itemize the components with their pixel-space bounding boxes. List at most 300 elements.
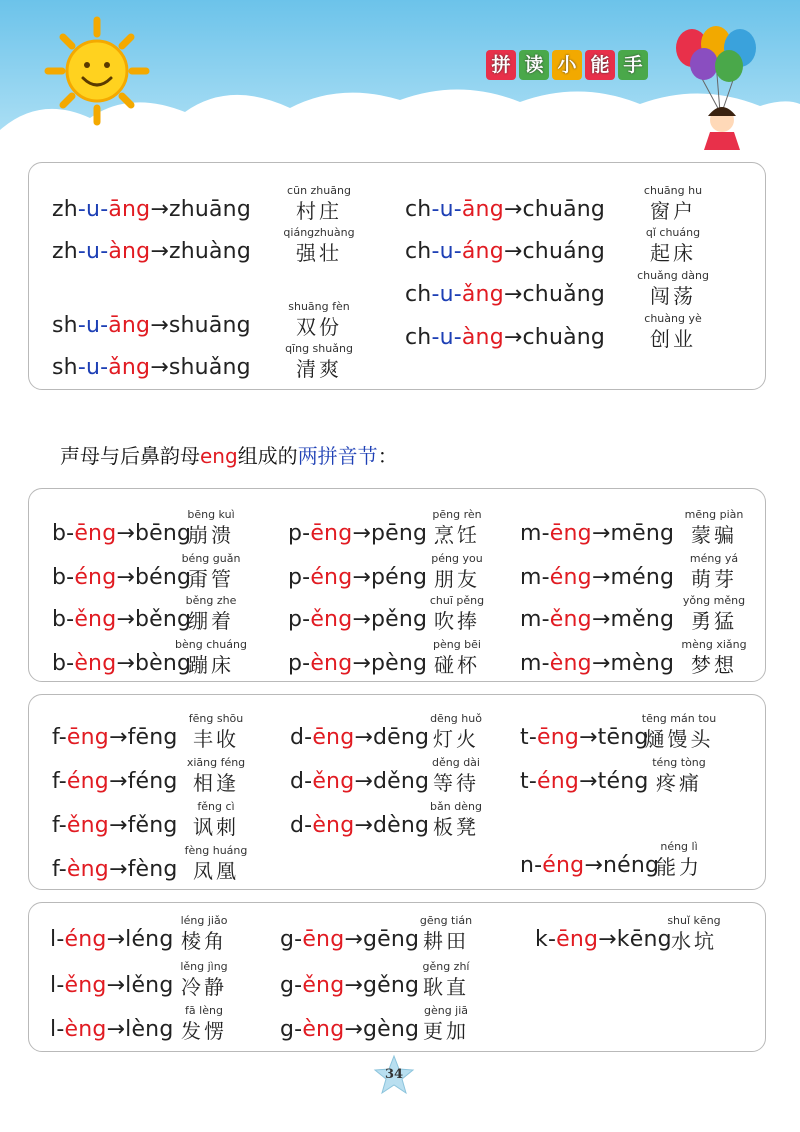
syllable-final: éng (549, 565, 592, 590)
heading-text: 组成的 (237, 444, 298, 468)
syllable-initial: l (50, 973, 57, 998)
example-word (416, 756, 496, 796)
syllable-result: →lèng (106, 1017, 174, 1042)
syllable-spelling (290, 725, 429, 750)
syllable-cell (52, 634, 312, 678)
syllable-result: →pěng (352, 607, 428, 632)
syllable-final: ěng (74, 607, 117, 632)
syllable-final: èng (64, 1017, 107, 1042)
syllable-dash: - (56, 973, 65, 998)
syllable-spelling (280, 1017, 419, 1042)
syllable-result: →mēng (591, 521, 675, 546)
syllable-final: ēng (302, 927, 345, 952)
syllable-spelling (288, 607, 427, 632)
example-word (417, 552, 497, 592)
syllable-final: āng (108, 313, 151, 338)
word-hanzi: 冷静 (181, 975, 227, 999)
syllable-result: →dēng (354, 725, 430, 750)
word-hanzi: 疼痛 (656, 771, 702, 795)
syllable-initial: b (52, 521, 67, 546)
syllable-cell (52, 504, 312, 548)
syllable-result: →shuāng (150, 313, 251, 338)
word-pinyin: lěng jìng (180, 960, 228, 973)
word-hanzi: 朋友 (434, 567, 480, 591)
syllable-dash: - (302, 565, 311, 590)
syllable-cell (52, 840, 312, 884)
syllable-result: →fèng (108, 857, 178, 882)
example-word (416, 800, 496, 840)
syllable-result: →néng (584, 853, 660, 878)
syllable-medial: -u- (431, 282, 462, 307)
banner-char: 拼 (486, 50, 516, 80)
syllable-dash: - (58, 813, 67, 838)
syllable-result: →tēng (579, 725, 649, 750)
syllable-medial: -u- (77, 239, 109, 264)
syllable-spelling (52, 813, 178, 838)
syllable-dash: - (66, 565, 75, 590)
word-pinyin: péng you (431, 552, 483, 565)
word-hanzi: 烹饪 (434, 523, 480, 547)
word-pinyin: dēng huǒ (430, 712, 482, 725)
word-pinyin: chuāng hu (643, 184, 703, 197)
syllable-cell (405, 265, 709, 309)
syllable-spelling (280, 927, 419, 952)
syllable-spelling (520, 565, 674, 590)
syllable-final: ēng (549, 521, 592, 546)
syllable-result: →mèng (591, 651, 675, 676)
syllable-initial: p (288, 651, 303, 676)
syllable-cell (520, 752, 780, 796)
example-word (279, 300, 359, 340)
word-pinyin: pēng rèn (432, 508, 482, 521)
syllable-initial: ch (405, 197, 432, 222)
syllable-result: →běng (116, 607, 192, 632)
syllable-dash: - (304, 813, 313, 838)
syllable-cell (52, 548, 312, 592)
syllable-cell (405, 308, 702, 352)
syllable-final: ēng (310, 521, 353, 546)
word-pinyin: chuǎng dàng (637, 269, 709, 282)
word-pinyin: pèng bēi (432, 638, 481, 651)
syllable-cell (288, 590, 548, 634)
syllable-cell (405, 180, 703, 224)
syllable-dash: - (66, 651, 75, 676)
word-hanzi: 板凳 (433, 815, 479, 839)
example-word (164, 960, 244, 1000)
syllable-dash: - (302, 607, 311, 632)
word-hanzi: 梦想 (691, 653, 737, 677)
example-word (674, 552, 754, 592)
syllable-spelling (520, 521, 674, 546)
syllable-result: →gēng (344, 927, 420, 952)
heading-colon: ： (377, 444, 398, 468)
example-word (279, 184, 359, 224)
word-pinyin: gèng jiā (423, 1004, 469, 1017)
word-pinyin: mèng xiǎng (681, 638, 747, 651)
syllable-result: →chuáng (503, 239, 606, 264)
syllable-cell (280, 1000, 540, 1044)
syllable-result: →pèng (352, 651, 428, 676)
example-word (164, 914, 244, 954)
syllable-result: →zhuāng (150, 197, 251, 222)
syllable-spelling (405, 325, 605, 350)
syllable-initial: f (52, 813, 59, 838)
example-word (633, 184, 713, 224)
word-hanzi: 耿直 (423, 975, 469, 999)
syllable-result: →féng (108, 769, 178, 794)
syllable-result: →shuǎng (150, 355, 251, 380)
syllable-spelling (535, 927, 672, 952)
example-word (416, 712, 496, 752)
syllable-final: ěng (312, 769, 355, 794)
word-hanzi: 相逢 (193, 771, 239, 795)
syllable-cell (52, 796, 312, 840)
syllable-initial: p (288, 565, 303, 590)
syllable-medial: -u- (431, 239, 462, 264)
syllable-initial: f (52, 769, 59, 794)
syllable-initial: g (280, 927, 295, 952)
example-word (164, 1004, 244, 1044)
syllable-dash: - (304, 769, 313, 794)
syllable-dash: - (547, 927, 557, 952)
syllable-result: →léng (106, 927, 174, 952)
example-word (279, 342, 359, 382)
syllable-dash: - (541, 607, 550, 632)
syllable-final: éng (74, 565, 117, 590)
word-pinyin: fèng huáng (184, 844, 248, 857)
example-word (417, 638, 497, 678)
word-pinyin: cūn zhuāng (287, 184, 351, 197)
word-pinyin: mēng piàn (684, 508, 744, 521)
syllable-dash: - (528, 769, 537, 794)
syllable-final: èng (74, 651, 117, 676)
example-word (417, 508, 497, 548)
syllable-dash: - (66, 521, 75, 546)
syllable-final: ēng (556, 927, 599, 952)
syllable-dash: - (304, 725, 313, 750)
title-banner (486, 50, 648, 80)
word-hanzi: 清爽 (296, 357, 342, 381)
syllable-spelling (52, 313, 251, 338)
example-word (171, 638, 251, 678)
syllable-result: →péng (352, 565, 428, 590)
word-hanzi: 绷着 (188, 609, 234, 633)
syllable-initial: ch (405, 282, 432, 307)
syllable-cell (520, 548, 780, 592)
syllable-cell (520, 836, 780, 880)
word-hanzi: 熥馒头 (644, 727, 714, 751)
heading-final: eng (200, 444, 238, 468)
syllable-final: ěng (310, 607, 353, 632)
banner-char: 手 (618, 50, 648, 80)
word-pinyin: běng zhe (185, 594, 237, 607)
syllable-result: →fěng (108, 813, 178, 838)
word-pinyin: téng tòng (652, 756, 706, 769)
word-hanzi: 更加 (423, 1019, 469, 1043)
section-heading (60, 440, 398, 469)
syllable-cell (520, 634, 780, 678)
syllable-cell (50, 956, 310, 1000)
syllable-initial: n (520, 853, 535, 878)
syllable-spelling (50, 927, 174, 952)
syllable-spelling (520, 651, 674, 676)
syllable-cell (520, 590, 780, 634)
syllable-dash: - (541, 521, 550, 546)
syllable-cell (290, 752, 550, 796)
example-word (171, 552, 251, 592)
syllable-initial: d (290, 813, 305, 838)
syllable-dash: - (58, 769, 67, 794)
syllable-initial: m (520, 565, 542, 590)
word-pinyin: qīng shuǎng (285, 342, 353, 355)
syllable-initial: sh (52, 355, 78, 380)
syllable-result: →pēng (352, 521, 428, 546)
syllable-spelling (280, 973, 419, 998)
syllable-initial: g (280, 1017, 295, 1042)
syllable-cell (520, 504, 780, 548)
syllable-dash: - (58, 725, 67, 750)
syllable-spelling (288, 565, 427, 590)
syllable-final: èng (310, 651, 353, 676)
word-hanzi: 崩溃 (188, 523, 234, 547)
syllable-final: ēng (312, 725, 355, 750)
word-hanzi: 双份 (296, 315, 342, 339)
syllable-final: ēng (536, 725, 580, 750)
syllable-initial: b (52, 565, 67, 590)
syllable-spelling (50, 1017, 174, 1042)
example-word (633, 312, 713, 352)
syllable-final: āng (108, 197, 151, 222)
heading-highlight: 两拼音节 (297, 444, 378, 468)
sun-icon (48, 20, 146, 122)
word-pinyin: fěng cì (197, 800, 235, 813)
syllable-final: ǎng (461, 282, 504, 307)
syllable-result: →chuàng (503, 325, 606, 350)
syllable-result: →lěng (106, 973, 174, 998)
syllable-medial: -u- (77, 313, 109, 338)
syllable-dash: - (56, 1017, 65, 1042)
syllable-cell (520, 708, 780, 752)
syllable-initial: zh (52, 239, 78, 264)
syllable-initial: f (52, 725, 59, 750)
syllable-final: èng (66, 857, 109, 882)
syllable-dash: - (534, 853, 543, 878)
word-hanzi: 闯荡 (650, 284, 696, 308)
syllable-dash: - (528, 725, 537, 750)
word-pinyin: shuǐ kēng (667, 914, 721, 927)
word-hanzi: 吹捧 (434, 609, 480, 633)
word-hanzi: 丰收 (193, 727, 239, 751)
syllable-spelling (405, 239, 605, 264)
syllable-final: ěng (64, 973, 107, 998)
word-hanzi: 等待 (433, 771, 479, 795)
syllable-medial: -u- (431, 197, 462, 222)
word-hanzi: 耕田 (423, 929, 469, 953)
word-pinyin: chuī pěng (429, 594, 485, 607)
syllable-spelling (52, 769, 178, 794)
syllable-dash: - (294, 1017, 303, 1042)
word-pinyin: qiángzhuàng (283, 226, 355, 239)
syllable-final: éng (536, 769, 580, 794)
syllable-dash: - (58, 857, 67, 882)
syllable-initial: b (52, 651, 67, 676)
syllable-final: áng (461, 239, 504, 264)
word-pinyin: yǒng měng (682, 594, 746, 607)
syllable-cell (405, 222, 701, 266)
word-hanzi: 蒙骗 (691, 523, 737, 547)
syllable-initial: p (288, 607, 303, 632)
syllable-cell (52, 590, 312, 634)
page-number-badge (372, 1054, 416, 1098)
syllable-spelling (290, 813, 429, 838)
syllable-initial: d (290, 769, 305, 794)
word-hanzi: 讽刺 (193, 815, 239, 839)
syllable-result: →kēng (598, 927, 672, 952)
syllable-dash: - (302, 521, 311, 546)
syllable-result: →dèng (354, 813, 430, 838)
syllable-initial: ch (405, 325, 432, 350)
syllable-initial: ch (405, 239, 432, 264)
syllable-final: ǎng (108, 355, 151, 380)
syllable-final: èng (302, 1017, 345, 1042)
word-pinyin: fā lèng (185, 1004, 223, 1017)
syllable-cell (280, 910, 540, 954)
syllable-final: éng (64, 927, 107, 952)
syllable-result: →gèng (344, 1017, 420, 1042)
syllable-spelling (288, 651, 427, 676)
syllable-dash: - (541, 565, 550, 590)
page-number: 34 (384, 1067, 404, 1082)
syllable-medial: -u- (431, 325, 462, 350)
example-word (639, 712, 719, 752)
syllable-final: àng (108, 239, 151, 264)
word-hanzi: 甭管 (188, 567, 234, 591)
syllable-spelling (405, 282, 605, 307)
syllable-initial: t (520, 725, 529, 750)
syllable-cell (288, 548, 548, 592)
syllable-result: →béng (116, 565, 192, 590)
example-word (171, 594, 251, 634)
syllable-initial: k (535, 927, 548, 952)
syllable-spelling (52, 197, 251, 222)
syllable-dash: - (541, 651, 550, 676)
banner-char: 小 (552, 50, 582, 80)
syllable-result: →zhuàng (150, 239, 251, 264)
syllable-cell (52, 296, 350, 340)
word-pinyin: néng lì (660, 840, 698, 853)
syllable-cell (52, 708, 312, 752)
example-word (674, 594, 754, 634)
syllable-result: →chuǎng (503, 282, 606, 307)
syllable-initial: zh (52, 197, 78, 222)
example-word (176, 756, 256, 796)
syllable-cell (535, 910, 795, 954)
syllable-final: ěng (549, 607, 592, 632)
syllable-cell (50, 1000, 310, 1044)
syllable-spelling (520, 725, 649, 750)
syllable-result: →gěng (344, 973, 420, 998)
word-pinyin: léng jiǎo (180, 914, 228, 927)
syllable-result: →téng (579, 769, 649, 794)
word-hanzi: 窗户 (650, 199, 696, 223)
syllable-result: →bēng (116, 521, 192, 546)
word-pinyin: bèng chuáng (175, 638, 247, 651)
example-word (406, 914, 486, 954)
example-word (633, 226, 713, 266)
example-word (417, 594, 497, 634)
syllable-spelling (52, 355, 251, 380)
example-word (171, 508, 251, 548)
word-pinyin: béng guǎn (181, 552, 241, 565)
syllable-cell (50, 910, 310, 954)
banner-char: 能 (585, 50, 615, 80)
heading-text: 声母与后鼻韵母 (60, 444, 200, 468)
banner-char: 读 (519, 50, 549, 80)
syllable-final: ēng (66, 725, 109, 750)
syllable-final: éng (310, 565, 353, 590)
word-hanzi: 创业 (650, 327, 696, 351)
syllable-initial: m (520, 651, 542, 676)
syllable-final: ēng (74, 521, 117, 546)
syllable-final: èng (549, 651, 592, 676)
syllable-final: éng (66, 769, 109, 794)
word-pinyin: bēng kuì (187, 508, 235, 521)
word-pinyin: gēng tián (419, 914, 473, 927)
word-hanzi: 凤凰 (193, 859, 239, 883)
syllable-spelling (405, 197, 605, 222)
syllable-result: →děng (354, 769, 430, 794)
syllable-final: éng (542, 853, 585, 878)
syllable-initial: f (52, 857, 59, 882)
syllable-result: →méng (591, 565, 675, 590)
example-word (279, 226, 359, 266)
syllable-dash: - (66, 607, 75, 632)
word-hanzi: 灯火 (433, 727, 479, 751)
example-word (654, 914, 734, 954)
syllable-cell (52, 752, 312, 796)
word-hanzi: 碰杯 (434, 653, 480, 677)
word-hanzi: 村庄 (296, 199, 342, 223)
example-word (639, 840, 719, 880)
example-word (674, 638, 754, 678)
example-word (406, 1004, 486, 1044)
word-hanzi: 起床 (650, 241, 696, 265)
word-pinyin: fēng shōu (188, 712, 244, 725)
word-hanzi: 强壮 (296, 241, 342, 265)
syllable-initial: sh (52, 313, 78, 338)
word-pinyin: bǎn dèng (430, 800, 482, 813)
example-word (633, 269, 713, 309)
syllable-cell (290, 796, 550, 840)
syllable-spelling (52, 239, 251, 264)
word-hanzi: 水坑 (671, 929, 717, 953)
syllable-initial: m (520, 521, 542, 546)
word-hanzi: 萌芽 (691, 567, 737, 591)
word-pinyin: xiāng féng (186, 756, 246, 769)
syllable-spelling (288, 521, 427, 546)
sky-header-illustration (0, 0, 800, 170)
syllable-initial: l (50, 1017, 57, 1042)
example-word (176, 712, 256, 752)
syllable-dash: - (302, 651, 311, 676)
syllable-result: →chuāng (503, 197, 606, 222)
word-pinyin: chuàng yè (644, 312, 702, 325)
word-pinyin: tēng mán tou (641, 712, 717, 725)
syllable-initial: b (52, 607, 67, 632)
syllable-initial: d (290, 725, 305, 750)
word-hanzi: 棱角 (181, 929, 227, 953)
syllable-initial: p (288, 521, 303, 546)
